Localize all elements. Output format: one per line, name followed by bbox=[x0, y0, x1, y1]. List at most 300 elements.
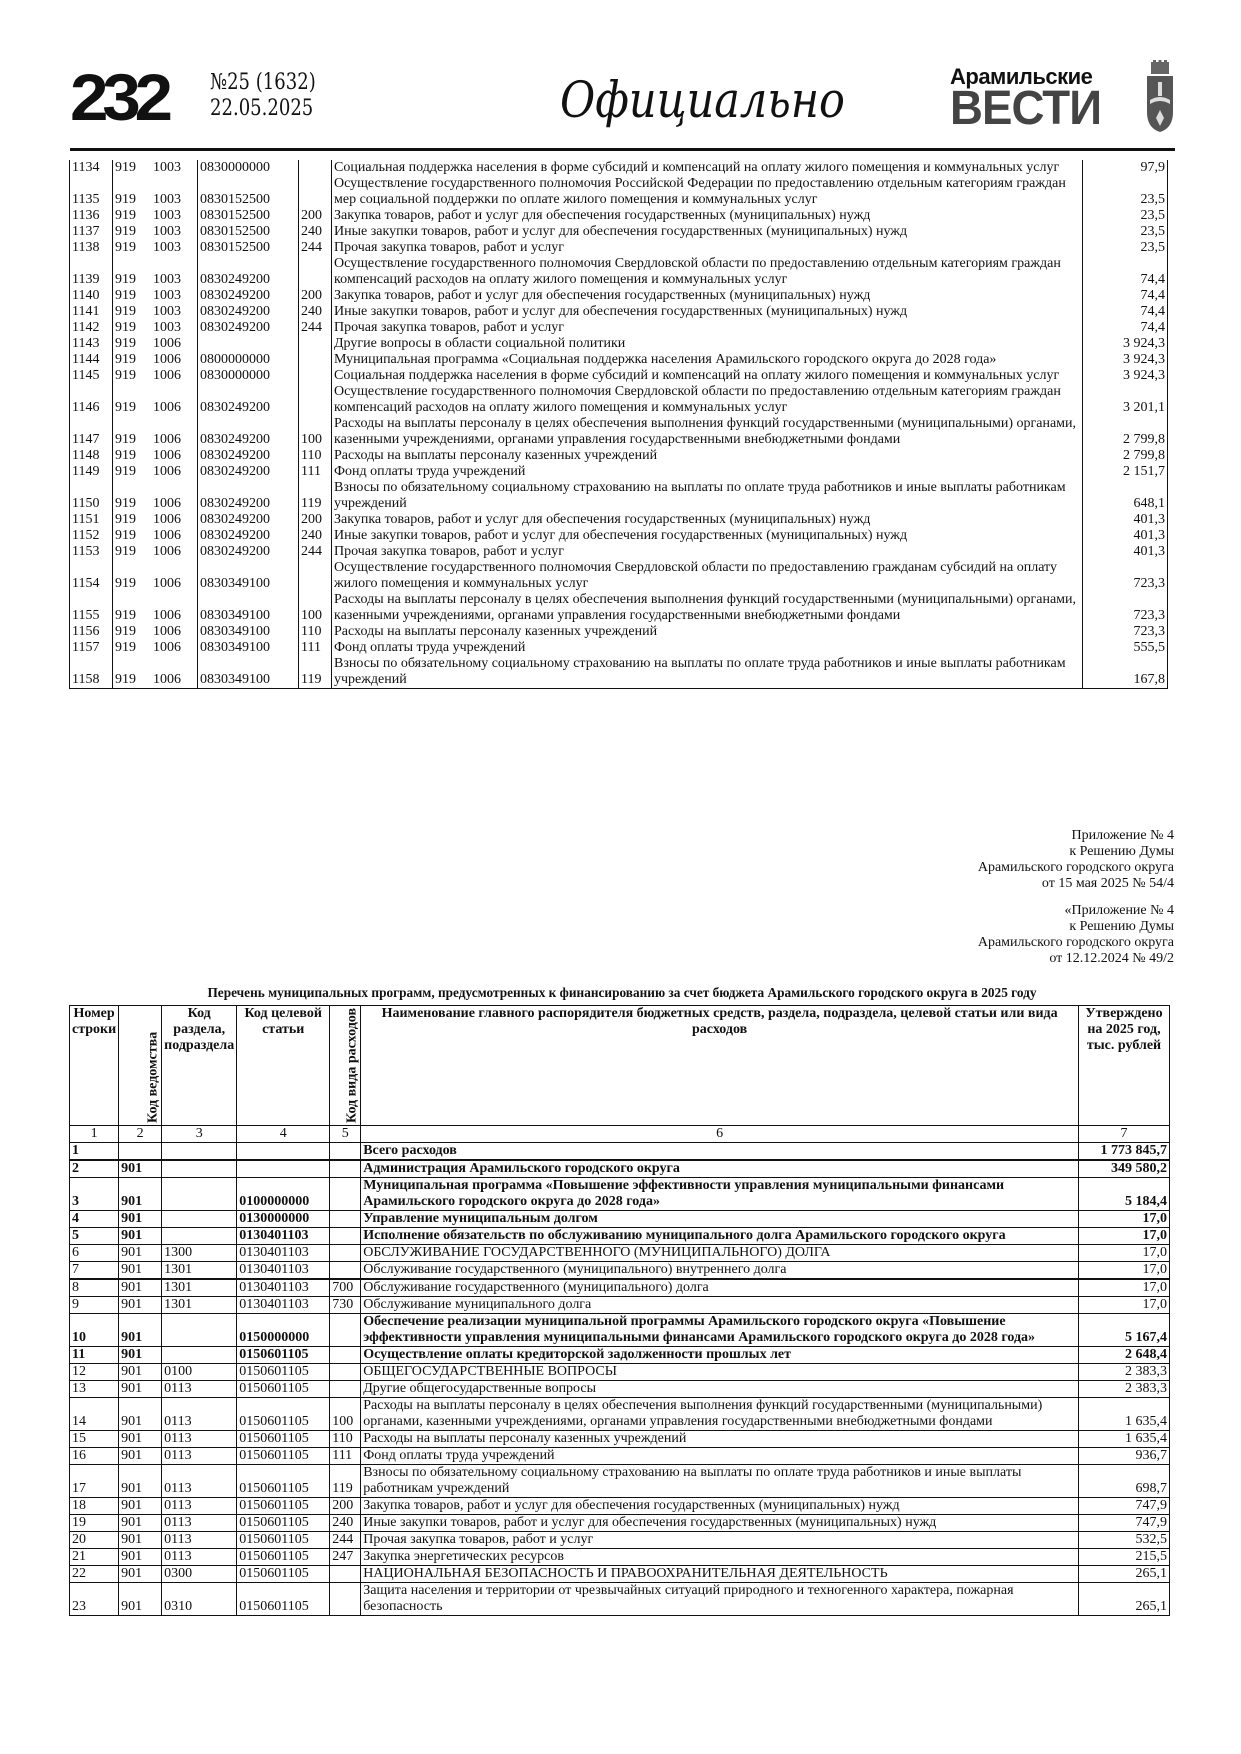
table-row bbox=[70, 176, 1168, 208]
amount: 3 924,3 bbox=[1083, 336, 1168, 352]
target-code: 0830349100 bbox=[198, 560, 299, 592]
row-number: 1135 bbox=[70, 176, 113, 208]
description: Социальная поддержка населения в форме субсидий и компенсаций на оплату жилого помещения и коммунальных услуг bbox=[332, 368, 1083, 384]
row-number: 7 bbox=[70, 1262, 119, 1280]
target-code: 0830249200 bbox=[198, 304, 299, 320]
col-num: 1 bbox=[70, 1126, 119, 1143]
table-row bbox=[70, 1245, 1170, 1262]
department-code bbox=[119, 1143, 162, 1161]
table-row bbox=[70, 464, 1168, 480]
row-number: 5 bbox=[70, 1228, 119, 1245]
annex-date: от 12.12.2024 № 49/2 bbox=[1049, 951, 1174, 966]
description: Закупка товаров, работ и услуг для обеспечения государственных (муниципальных) нужд bbox=[361, 1498, 1079, 1515]
table-row bbox=[70, 384, 1168, 416]
row-number: 4 bbox=[70, 1211, 119, 1228]
description: Иные закупки товаров, работ и услуг для обеспечения государственных (муниципальных) нужд bbox=[332, 528, 1083, 544]
table-row bbox=[70, 1160, 1170, 1178]
target-code: 0830152500 bbox=[198, 240, 299, 256]
row-number: 1148 bbox=[70, 448, 113, 464]
col-num: 2 bbox=[119, 1126, 162, 1143]
section-code: 1006 bbox=[153, 432, 181, 447]
col-num: 7 bbox=[1079, 1126, 1170, 1143]
target-code: 0830249200 bbox=[198, 544, 299, 560]
row-number: 18 bbox=[70, 1498, 119, 1515]
section-code: 1003 bbox=[153, 208, 181, 223]
department-code: 901 bbox=[119, 1314, 162, 1347]
target-code: 0150601105 bbox=[237, 1398, 330, 1431]
amount: 648,1 bbox=[1083, 480, 1168, 512]
amount: 265,1 bbox=[1079, 1566, 1170, 1583]
department-code: 901 bbox=[119, 1347, 162, 1364]
amount: 17,0 bbox=[1079, 1228, 1170, 1245]
expense-type-code: 244 bbox=[301, 240, 322, 255]
description: Социальная поддержка населения в форме субсидий и компенсаций на оплату жилого помещения и коммунальных услуг bbox=[332, 160, 1083, 176]
col-num: 6 bbox=[361, 1126, 1079, 1143]
row-number: 15 bbox=[70, 1431, 119, 1448]
expense-type-code bbox=[299, 176, 332, 208]
table-row bbox=[70, 1347, 1170, 1364]
row-number: 1136 bbox=[70, 208, 113, 224]
issue-number: №25 (1632) bbox=[210, 70, 316, 95]
department-code: 919 bbox=[115, 496, 136, 511]
row-number: 22 bbox=[70, 1566, 119, 1583]
row-number: 20 bbox=[70, 1532, 119, 1549]
target-code: 0830249200 bbox=[198, 320, 299, 336]
description: Расходы на выплаты персоналу в целях обеспечения выполнения функций государственными (муниципальными) органами, казенными учреждениями, органами управления государственными внебюджетными фондами bbox=[361, 1398, 1079, 1431]
annex-title: Приложение № 4 bbox=[1071, 828, 1174, 843]
description: Управление муниципальным долгом bbox=[361, 1211, 1079, 1228]
description: Закупка энергетических ресурсов bbox=[361, 1549, 1079, 1566]
section-code: 1301 bbox=[162, 1297, 237, 1314]
amount: 74,4 bbox=[1083, 320, 1168, 336]
table-row bbox=[70, 448, 1168, 464]
description: Осуществление государственного полномочия Свердловской области по предоставлению отдельным категориям граждан компенсаций расходов на оплату жилого помещения и коммунальных услуг bbox=[332, 384, 1083, 416]
row-number: 1143 bbox=[70, 336, 113, 352]
annex-date: от 15 мая 2025 № 54/4 bbox=[1041, 876, 1174, 891]
target-code bbox=[237, 1143, 330, 1161]
department-code: 901 bbox=[119, 1515, 162, 1532]
row-number: 1134 bbox=[70, 160, 113, 176]
description: Прочая закупка товаров, работ и услуг bbox=[361, 1532, 1079, 1549]
section-code: 1003 bbox=[153, 320, 181, 335]
section-code: 1003 bbox=[153, 192, 181, 207]
expense-type-code: 119 bbox=[299, 656, 332, 689]
department-code: 919 bbox=[115, 448, 136, 463]
table-row bbox=[70, 240, 1168, 256]
description: Фонд оплаты труда учреждений bbox=[332, 640, 1083, 656]
department-code: 901 bbox=[119, 1532, 162, 1549]
section-code: 1006 bbox=[153, 352, 181, 367]
target-code: 0130401103 bbox=[237, 1245, 330, 1262]
row-number: 1150 bbox=[70, 480, 113, 512]
table-row bbox=[70, 320, 1168, 336]
description: Прочая закупка товаров, работ и услуг bbox=[332, 240, 1083, 256]
row-number: 1147 bbox=[70, 416, 113, 448]
department-code: 901 bbox=[119, 1279, 162, 1297]
section-code: 0113 bbox=[162, 1448, 237, 1465]
amount: 17,0 bbox=[1079, 1211, 1170, 1228]
page-header bbox=[70, 60, 1175, 148]
target-code: 0150601105 bbox=[237, 1381, 330, 1398]
expense-type-code: 100 bbox=[301, 608, 322, 623]
table-row bbox=[70, 624, 1168, 640]
amount: 265,1 bbox=[1079, 1583, 1170, 1616]
amount: 1 635,4 bbox=[1079, 1431, 1170, 1448]
section-code: 0113 bbox=[162, 1515, 237, 1532]
row-number: 23 bbox=[70, 1583, 119, 1616]
section-code: 1003 bbox=[153, 288, 181, 303]
amount: 723,3 bbox=[1083, 624, 1168, 640]
description: Закупка товаров, работ и услуг для обеспечения государственных (муниципальных) нужд bbox=[332, 288, 1083, 304]
amount: 17,0 bbox=[1079, 1262, 1170, 1280]
department-code: 901 bbox=[119, 1228, 162, 1245]
section-code: 1006 bbox=[153, 464, 181, 479]
expense-type-code bbox=[330, 1566, 361, 1583]
row-number: 8 bbox=[70, 1279, 119, 1297]
table-row bbox=[70, 1297, 1170, 1314]
expense-type-code: 100 bbox=[330, 1398, 361, 1431]
table-row bbox=[70, 544, 1168, 560]
section-title: Официально bbox=[560, 71, 845, 129]
expense-type-code bbox=[299, 368, 332, 384]
target-code: 0830349100 bbox=[198, 592, 299, 624]
description: Расходы на выплаты персоналу в целях обеспечения выполнения функций государственными (муниципальными) органами, казенными учреждениями, органами управления государственными внебюджетными фондами bbox=[332, 416, 1083, 448]
header-section-code: Код раздела, подраздела bbox=[162, 1006, 237, 1126]
amount: 555,5 bbox=[1083, 640, 1168, 656]
expense-type-code bbox=[330, 1381, 361, 1398]
target-code: 0150601105 bbox=[237, 1448, 330, 1465]
expense-type-code bbox=[330, 1228, 361, 1245]
section-code: 1006 bbox=[153, 640, 181, 655]
description: Прочая закупка товаров, работ и услуг bbox=[332, 544, 1083, 560]
table-row bbox=[70, 1549, 1170, 1566]
expense-type-code bbox=[299, 560, 332, 592]
target-code: 0830249200 bbox=[198, 288, 299, 304]
table-row bbox=[70, 416, 1168, 448]
header-target-code: Код целевой статьи bbox=[237, 1006, 330, 1126]
expense-type-code: 110 bbox=[301, 448, 322, 463]
row-number: 1137 bbox=[70, 224, 113, 240]
expense-type-code bbox=[330, 1178, 361, 1211]
annex-current bbox=[978, 828, 1174, 892]
row-number: 16 bbox=[70, 1448, 119, 1465]
expense-type-code: 244 bbox=[301, 544, 322, 559]
amount: 401,3 bbox=[1083, 544, 1168, 560]
amount: 1 635,4 bbox=[1079, 1398, 1170, 1431]
target-code: 0150601105 bbox=[237, 1549, 330, 1566]
row-number: 1151 bbox=[70, 512, 113, 528]
amount: 23,5 bbox=[1083, 224, 1168, 240]
department-code: 901 bbox=[119, 1583, 162, 1616]
annex-ref: к Решению Думы bbox=[1069, 844, 1174, 859]
annex-title: «Приложение № 4 bbox=[1064, 903, 1174, 918]
amount: 215,5 bbox=[1079, 1549, 1170, 1566]
department-code: 919 bbox=[115, 288, 136, 303]
amount: 17,0 bbox=[1079, 1245, 1170, 1262]
description: Расходы на выплаты персоналу казенных учреждений bbox=[332, 448, 1083, 464]
expense-type-code: 240 bbox=[301, 528, 322, 543]
description: Исполнение обязательств по обслуживанию муниципального долга Арамильского городского округа bbox=[361, 1228, 1079, 1245]
row-number: 1139 bbox=[70, 256, 113, 288]
annex-authority: Арамильского городского округа bbox=[977, 935, 1174, 950]
row-number: 1149 bbox=[70, 464, 113, 480]
expense-type-code bbox=[330, 1143, 361, 1161]
table-row bbox=[70, 1262, 1170, 1280]
target-code: 0830349100 bbox=[198, 656, 299, 689]
department-code: 919 bbox=[115, 400, 136, 415]
description: Обслуживание муниципального долга bbox=[361, 1297, 1079, 1314]
target-code bbox=[237, 1160, 330, 1178]
target-code: 0830349100 bbox=[198, 624, 299, 640]
target-code: 0150601105 bbox=[237, 1583, 330, 1616]
header-department-code: Код ведомства bbox=[119, 1006, 162, 1126]
row-number: 21 bbox=[70, 1549, 119, 1566]
table-row bbox=[70, 1566, 1170, 1583]
table-row bbox=[70, 1178, 1170, 1211]
expense-type-code bbox=[330, 1211, 361, 1228]
target-code: 0130000000 bbox=[237, 1211, 330, 1228]
target-code: 0150601105 bbox=[237, 1465, 330, 1498]
department-code: 919 bbox=[115, 224, 136, 239]
expense-type-code bbox=[330, 1245, 361, 1262]
section-code: 0113 bbox=[162, 1431, 237, 1448]
description: Прочая закупка товаров, работ и услуг bbox=[332, 320, 1083, 336]
department-code: 901 bbox=[119, 1364, 162, 1381]
row-number: 1144 bbox=[70, 352, 113, 368]
department-code: 901 bbox=[119, 1398, 162, 1431]
budget-table-continued bbox=[69, 160, 1168, 689]
table-row bbox=[70, 528, 1168, 544]
row-number: 1158 bbox=[70, 656, 113, 689]
section-code bbox=[162, 1160, 237, 1178]
department-code: 901 bbox=[119, 1262, 162, 1280]
annex-authority: Арамильского городского округа bbox=[977, 860, 1174, 875]
description: ОБСЛУЖИВАНИЕ ГОСУДАРСТВЕННОГО (МУНИЦИПАЛЬНОГО) ДОЛГА bbox=[361, 1245, 1079, 1262]
target-code: 0830349100 bbox=[198, 640, 299, 656]
row-number: 12 bbox=[70, 1364, 119, 1381]
table-row bbox=[70, 592, 1168, 624]
expense-type-code: 119 bbox=[301, 496, 322, 511]
section-code: 0113 bbox=[162, 1381, 237, 1398]
expense-type-code: 100 bbox=[301, 432, 322, 447]
expense-type-code: 240 bbox=[301, 304, 322, 319]
amount: 698,7 bbox=[1079, 1465, 1170, 1498]
table-row bbox=[70, 304, 1168, 320]
description: Взносы по обязательному социальному страхованию на выплаты по оплате труда работников и иные выплаты работникам учреждений bbox=[332, 480, 1083, 512]
department-code: 919 bbox=[115, 336, 136, 351]
section-code: 1301 bbox=[162, 1279, 237, 1297]
amount: 23,5 bbox=[1083, 240, 1168, 256]
amount: 1 773 845,7 bbox=[1079, 1143, 1170, 1161]
expense-type-code: 200 bbox=[301, 288, 322, 303]
section-code: 1003 bbox=[153, 304, 181, 319]
amount: 2 151,7 bbox=[1083, 464, 1168, 480]
target-code: 0830249200 bbox=[198, 384, 299, 416]
department-code: 919 bbox=[115, 624, 136, 639]
expense-type-code: 111 bbox=[330, 1448, 361, 1465]
department-code: 901 bbox=[119, 1498, 162, 1515]
amount: 936,7 bbox=[1079, 1448, 1170, 1465]
table-row bbox=[70, 288, 1168, 304]
table-row bbox=[70, 1465, 1170, 1498]
description: Осуществление государственного полномочия Свердловской области по предоставлению отдельным категориям граждан компенсаций расходов на оплату жилого помещения и коммунальных услуг bbox=[332, 256, 1083, 288]
target-code: 0800000000 bbox=[198, 352, 299, 368]
expense-type-code: 200 bbox=[301, 208, 322, 223]
amount: 349 580,2 bbox=[1079, 1160, 1170, 1178]
brand-name-top: Арамильские bbox=[950, 64, 1093, 89]
row-number: 14 bbox=[70, 1398, 119, 1431]
amount: 17,0 bbox=[1079, 1279, 1170, 1297]
department-code: 919 bbox=[115, 240, 136, 255]
department-code: 901 bbox=[119, 1211, 162, 1228]
amount: 723,3 bbox=[1083, 592, 1168, 624]
table-row bbox=[70, 1211, 1170, 1228]
table-row bbox=[70, 480, 1168, 512]
section-code: 0300 bbox=[162, 1566, 237, 1583]
section-code: 1006 bbox=[153, 576, 181, 591]
col-num: 3 bbox=[162, 1126, 237, 1143]
target-code bbox=[198, 336, 299, 352]
section-code bbox=[162, 1228, 237, 1245]
description: Взносы по обязательному социальному страхованию на выплаты по оплате труда работников и иные выплаты работникам учреждений bbox=[332, 656, 1083, 689]
table-row bbox=[70, 256, 1168, 288]
department-code: 919 bbox=[115, 304, 136, 319]
amount: 3 924,3 bbox=[1083, 368, 1168, 384]
amount: 167,8 bbox=[1083, 656, 1168, 689]
description: ОБЩЕГОСУДАРСТВЕННЫЕ ВОПРОСЫ bbox=[361, 1364, 1079, 1381]
description: Муниципальная программа «Повышение эффективности управления муниципальными финансами Арамильского городского округа до 2028 года» bbox=[361, 1178, 1079, 1211]
department-code: 919 bbox=[115, 432, 136, 447]
row-number: 3 bbox=[70, 1178, 119, 1211]
description: Администрация Арамильского городского округа bbox=[361, 1160, 1079, 1178]
amount: 17,0 bbox=[1079, 1297, 1170, 1314]
expense-type-code bbox=[330, 1314, 361, 1347]
amount: 2 383,3 bbox=[1079, 1381, 1170, 1398]
target-code: 0150601105 bbox=[237, 1431, 330, 1448]
department-code: 919 bbox=[115, 528, 136, 543]
department-code: 919 bbox=[115, 160, 136, 175]
description: Другие общегосударственные вопросы bbox=[361, 1381, 1079, 1398]
section-code: 0113 bbox=[162, 1549, 237, 1566]
amount: 2 383,3 bbox=[1079, 1364, 1170, 1381]
programs-table bbox=[69, 1005, 1170, 1616]
row-number: 1153 bbox=[70, 544, 113, 560]
coat-of-arms-icon bbox=[1145, 60, 1175, 132]
row-number: 1142 bbox=[70, 320, 113, 336]
section-code: 1003 bbox=[153, 160, 181, 175]
description: НАЦИОНАЛЬНАЯ БЕЗОПАСНОСТЬ И ПРАВООХРАНИТЕЛЬНАЯ ДЕЯТЕЛЬНОСТЬ bbox=[361, 1566, 1079, 1583]
expense-type-code: 244 bbox=[301, 320, 322, 335]
target-code: 0830000000 bbox=[198, 160, 299, 176]
description: Фонд оплаты труда учреждений bbox=[361, 1448, 1079, 1465]
department-code: 919 bbox=[115, 320, 136, 335]
description: Закупка товаров, работ и услуг для обеспечения государственных (муниципальных) нужд bbox=[332, 512, 1083, 528]
amount: 532,5 bbox=[1079, 1532, 1170, 1549]
department-code: 919 bbox=[115, 640, 136, 655]
section-code: 1003 bbox=[153, 224, 181, 239]
header-expense-type-code: Код вида расходов bbox=[330, 1006, 361, 1126]
expense-type-code: 111 bbox=[301, 464, 321, 479]
table-row bbox=[70, 512, 1168, 528]
department-code: 919 bbox=[115, 608, 136, 623]
section-code: 1006 bbox=[153, 336, 181, 351]
expense-type-code: 111 bbox=[301, 640, 321, 655]
row-number: 1145 bbox=[70, 368, 113, 384]
row-number: 1141 bbox=[70, 304, 113, 320]
row-number: 1138 bbox=[70, 240, 113, 256]
department-code: 919 bbox=[115, 544, 136, 559]
row-number: 1152 bbox=[70, 528, 113, 544]
section-code: 1006 bbox=[153, 624, 181, 639]
table-row bbox=[70, 336, 1168, 352]
expense-type-code bbox=[299, 256, 332, 288]
table-row bbox=[70, 1583, 1170, 1616]
section-code: 1006 bbox=[153, 528, 181, 543]
table-row bbox=[70, 1143, 1170, 1161]
row-number: 1 bbox=[70, 1143, 119, 1161]
department-code: 919 bbox=[115, 576, 136, 591]
section-code: 1006 bbox=[153, 448, 181, 463]
department-code: 919 bbox=[115, 464, 136, 479]
table-row bbox=[70, 1515, 1170, 1532]
department-code: 901 bbox=[119, 1297, 162, 1314]
amount: 97,9 bbox=[1083, 160, 1168, 176]
table-row bbox=[70, 1279, 1170, 1297]
description: Осуществление оплаты кредиторской задолженности прошлых лет bbox=[361, 1347, 1079, 1364]
row-number: 11 bbox=[70, 1347, 119, 1364]
table-row bbox=[70, 1532, 1170, 1549]
amount: 23,5 bbox=[1083, 176, 1168, 208]
table-row bbox=[70, 208, 1168, 224]
row-number: 1146 bbox=[70, 384, 113, 416]
section-code bbox=[162, 1211, 237, 1228]
description: Другие вопросы в области социальной политики bbox=[332, 336, 1083, 352]
target-code: 0130401103 bbox=[237, 1297, 330, 1314]
description: Обеспечение реализации муниципальной программы Арамильского городского округа «Повышение эффективности управления муниципальными финансами Арамильского городского округа до 2028 года» bbox=[361, 1314, 1079, 1347]
header-description: Наименование главного распорядителя бюджетных средств, раздела, подраздела, целевой статьи или вида расходов bbox=[361, 1006, 1079, 1126]
section-code: 1006 bbox=[151, 656, 198, 689]
table-row bbox=[70, 1448, 1170, 1465]
section-code: 1006 bbox=[153, 400, 181, 415]
department-code: 919 bbox=[115, 352, 136, 367]
row-number: 1157 bbox=[70, 640, 113, 656]
expense-type-code: 244 bbox=[330, 1532, 361, 1549]
department-code: 901 bbox=[119, 1465, 162, 1498]
department-code: 919 bbox=[115, 192, 136, 207]
section-code: 1006 bbox=[153, 496, 181, 511]
table-row bbox=[70, 160, 1168, 176]
annex-previous bbox=[978, 903, 1174, 967]
section-code: 0113 bbox=[162, 1398, 237, 1431]
section-code: 1003 bbox=[153, 272, 181, 287]
programs-table-title: Перечень муниципальных программ, предусмотренных к финансированию за счет бюджета Арамильского городского округа в 2025 году bbox=[207, 986, 1037, 1001]
expense-type-code bbox=[299, 352, 332, 368]
description: Защита населения и территории от чрезвычайных ситуаций природного и техногенного характера, пожарная безопасность bbox=[361, 1583, 1079, 1616]
target-code: 0830152500 bbox=[198, 176, 299, 208]
table-row bbox=[70, 224, 1168, 240]
target-code: 0830249200 bbox=[198, 256, 299, 288]
target-code: 0830249200 bbox=[198, 528, 299, 544]
department-code: 919 bbox=[115, 512, 136, 527]
table-row bbox=[70, 368, 1168, 384]
expense-type-code bbox=[330, 1160, 361, 1178]
table-row bbox=[70, 1381, 1170, 1398]
department-code: 901 bbox=[119, 1431, 162, 1448]
issue-date: 22.05.2025 bbox=[210, 96, 314, 121]
expense-type-code bbox=[330, 1583, 361, 1616]
description: Фонд оплаты труда учреждений bbox=[332, 464, 1083, 480]
description: Обслуживание государственного (муниципального) долга bbox=[361, 1279, 1079, 1297]
